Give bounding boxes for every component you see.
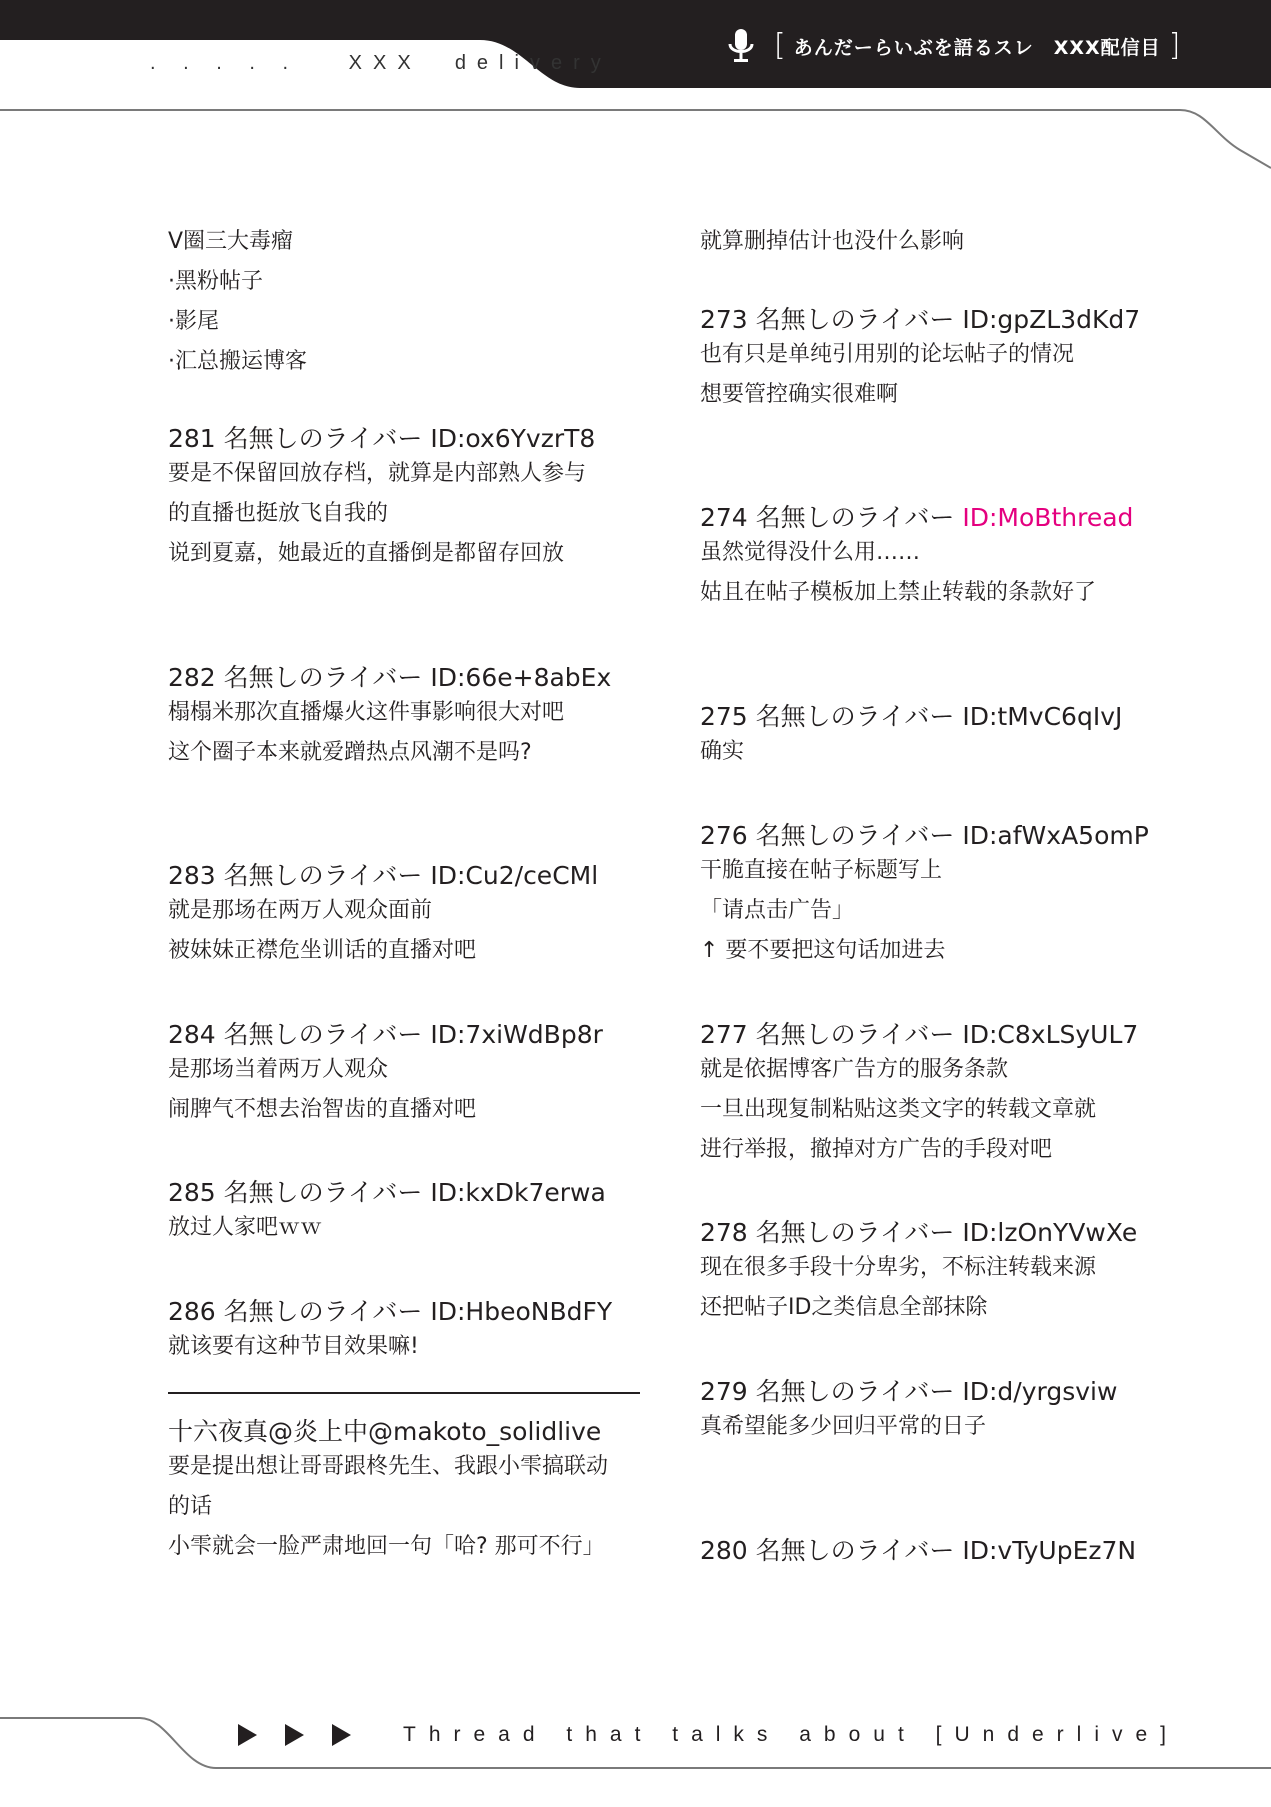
post-line: 闹脾气不想去治智齿的直播对吧 — [168, 1097, 477, 1122]
post-281 — [168, 424, 668, 574]
footer-thread-label: Thread that talks about [Underlive] — [403, 1723, 1180, 1746]
post-283 — [168, 861, 668, 971]
post-author: 名無しのライバー — [755, 1377, 955, 1406]
post-header — [700, 1020, 1170, 1050]
post-id: ID:C8xLSyUL7 — [962, 1020, 1139, 1049]
post-header — [700, 702, 1170, 732]
post-276 — [700, 821, 1170, 971]
header-thread-title: あんだーらいぶを語るスレ XXX配信目 — [793, 36, 1161, 59]
post-author: 名無しのライバー — [755, 305, 955, 334]
play-arrow-icon — [332, 1724, 351, 1746]
post-id: ID:vTyUpEz7N — [962, 1536, 1137, 1565]
post-author: 名無しのライバー — [223, 1297, 423, 1326]
post-279 — [700, 1377, 1170, 1447]
post-author: 名無しのライバー — [755, 1020, 955, 1049]
header-bracket-close: ] — [1168, 28, 1181, 63]
post-author: 名無しのライバー — [755, 503, 955, 532]
post-author: 名無しのライバー — [223, 1178, 423, 1207]
post-line: 是那场当着两万人观众 — [168, 1057, 389, 1082]
post-header — [700, 821, 1170, 851]
post-line: 干脆直接在帖子标题写上 — [700, 858, 943, 883]
post-number: 282 — [168, 663, 216, 692]
post-number: 279 — [700, 1377, 748, 1406]
intro-line: 就算删掉估计也没什么影响 — [700, 229, 965, 254]
post-id: ID:lzOnYVwXe — [962, 1218, 1138, 1247]
post-line: 被妹妹正襟危坐训话的直播对吧 — [168, 938, 477, 963]
post-header — [700, 1377, 1170, 1407]
post-id: ID:tMvC6qIvJ — [962, 702, 1123, 731]
post-header — [700, 503, 1170, 533]
post-author: 名無しのライバー — [223, 663, 423, 692]
post-number: 283 — [168, 861, 216, 890]
post-author: 名無しのライバー — [755, 821, 955, 850]
post-274 — [700, 503, 1170, 613]
post-header — [700, 305, 1170, 335]
intro-block — [700, 222, 1170, 262]
post-header — [700, 1536, 1170, 1566]
section-divider — [168, 1392, 640, 1394]
post-282 — [168, 663, 668, 773]
intro-line: ·汇总搬运博客 — [168, 349, 307, 374]
header-title-group — [726, 26, 1188, 66]
post-header — [168, 1020, 668, 1050]
post-id: ID:d/yrgsviw — [962, 1377, 1118, 1406]
post-header — [168, 424, 668, 454]
intro-line: V圈三大毒瘤 — [168, 229, 294, 254]
intro-line: ·影尾 — [168, 309, 219, 334]
post-id: ID:Cu2/ceCMl — [430, 861, 599, 890]
post-line: ↑ 要不要把这句话加进去 — [700, 938, 946, 963]
post-line: 姑且在帖子模板加上禁止转载的条款好了 — [700, 580, 1097, 605]
post-number: 273 — [700, 305, 748, 334]
post-header — [168, 1297, 668, 1327]
post-line: 放过人家吧ｗｗ — [168, 1215, 323, 1240]
post-line: 的直播也挺放飞自我的 — [168, 501, 389, 526]
post-line: 也有只是单纯引用别的论坛帖子的情况 — [700, 342, 1075, 367]
tweet-block — [168, 1417, 668, 1567]
post-id: ID:ox6YvzrT8 — [430, 424, 596, 453]
post-number: 280 — [700, 1536, 748, 1565]
post-author: 名無しのライバー — [755, 1536, 955, 1565]
post-id-highlighted: ID:MoBthread — [962, 503, 1134, 532]
intro-block — [168, 222, 668, 382]
post-id: ID:kxDk7erwa — [430, 1178, 606, 1207]
post-author: 名無しのライバー — [755, 702, 955, 731]
post-id: ID:HbeoNBdFY — [430, 1297, 613, 1326]
post-280 — [700, 1536, 1170, 1566]
tweet-line: 的话 — [168, 1494, 213, 1519]
post-line: 就该要有这种节目效果嘛! — [168, 1334, 419, 1359]
post-number: 284 — [168, 1020, 216, 1049]
post-line: 想要管控确实很难啊 — [700, 382, 899, 407]
post-number: 274 — [700, 503, 748, 532]
post-278 — [700, 1218, 1170, 1328]
post-number: 277 — [700, 1020, 748, 1049]
post-id: ID:afWxA5omP — [962, 821, 1149, 850]
microphone-icon — [726, 28, 756, 64]
post-275 — [700, 702, 1170, 772]
post-line: 虽然觉得没什么用…… — [700, 540, 921, 565]
post-line: 现在很多手段十分卑劣，不标注转载来源 — [700, 1255, 1097, 1280]
post-273 — [700, 305, 1170, 415]
post-line: 进行举报，撤掉对方广告的手段对吧 — [700, 1137, 1053, 1162]
post-line: 就是那场在两万人观众面前 — [168, 898, 433, 923]
post-number: 286 — [168, 1297, 216, 1326]
post-header — [700, 1218, 1170, 1248]
post-number: 281 — [168, 424, 216, 453]
intro-line: ·黑粉帖子 — [168, 269, 263, 294]
post-286 — [168, 1297, 668, 1367]
post-author: 名無しのライバー — [223, 861, 423, 890]
post-author: 名無しのライバー — [223, 424, 423, 453]
post-284 — [168, 1020, 668, 1130]
play-arrow-icon — [238, 1724, 257, 1746]
play-arrow-icon — [285, 1724, 304, 1746]
post-line: 这个圈子本来就爱蹭热点风潮不是吗? — [168, 740, 532, 765]
post-line: 真希望能多少回归平常的日子 — [700, 1414, 987, 1439]
tweet-author: 十六夜真@炎上中@makoto_solidlive — [168, 1417, 602, 1446]
header-delivery-label: . . . . . XXX delivery — [150, 52, 612, 74]
post-id: ID:7xiWdBp8r — [430, 1020, 603, 1049]
header-bracket-open: [ — [774, 28, 786, 63]
post-header — [168, 1178, 668, 1208]
post-line: 还把帖子ID之类信息全部抹除 — [700, 1295, 988, 1320]
post-line: 「请点击广告」 — [700, 898, 855, 923]
post-line: 确实 — [700, 739, 745, 764]
post-author: 名無しのライバー — [755, 1218, 955, 1247]
post-line: 榻榻米那次直播爆火这件事影响很大对吧 — [168, 700, 565, 725]
post-line: 一旦出现复制粘贴这类文字的转载文章就 — [700, 1097, 1097, 1122]
post-number: 275 — [700, 702, 748, 731]
post-number: 285 — [168, 1178, 216, 1207]
tweet-line: 小雫就会一脸严肃地回一句「哈? 那可不行」 — [168, 1534, 605, 1559]
post-line: 就是依据博客广告方的服务条款 — [700, 1057, 1009, 1082]
post-285 — [168, 1178, 668, 1248]
post-id: ID:gpZL3dKd7 — [962, 305, 1141, 334]
footer — [238, 1718, 1179, 1752]
post-277 — [700, 1020, 1170, 1170]
post-id: ID:66e+8abEx — [430, 663, 612, 692]
post-author: 名無しのライバー — [223, 1020, 423, 1049]
post-number: 278 — [700, 1218, 748, 1247]
post-line: 要是不保留回放存档，就算是内部熟人参与 — [168, 461, 587, 486]
post-header — [168, 663, 668, 693]
post-header — [168, 861, 668, 891]
post-line: 说到夏嘉，她最近的直播倒是都留存回放 — [168, 541, 565, 566]
top-frame-line — [0, 110, 1271, 168]
post-number: 276 — [700, 821, 748, 850]
tweet-line: 要是提出想让哥哥跟柊先生、我跟小雫搞联动 — [168, 1454, 609, 1479]
